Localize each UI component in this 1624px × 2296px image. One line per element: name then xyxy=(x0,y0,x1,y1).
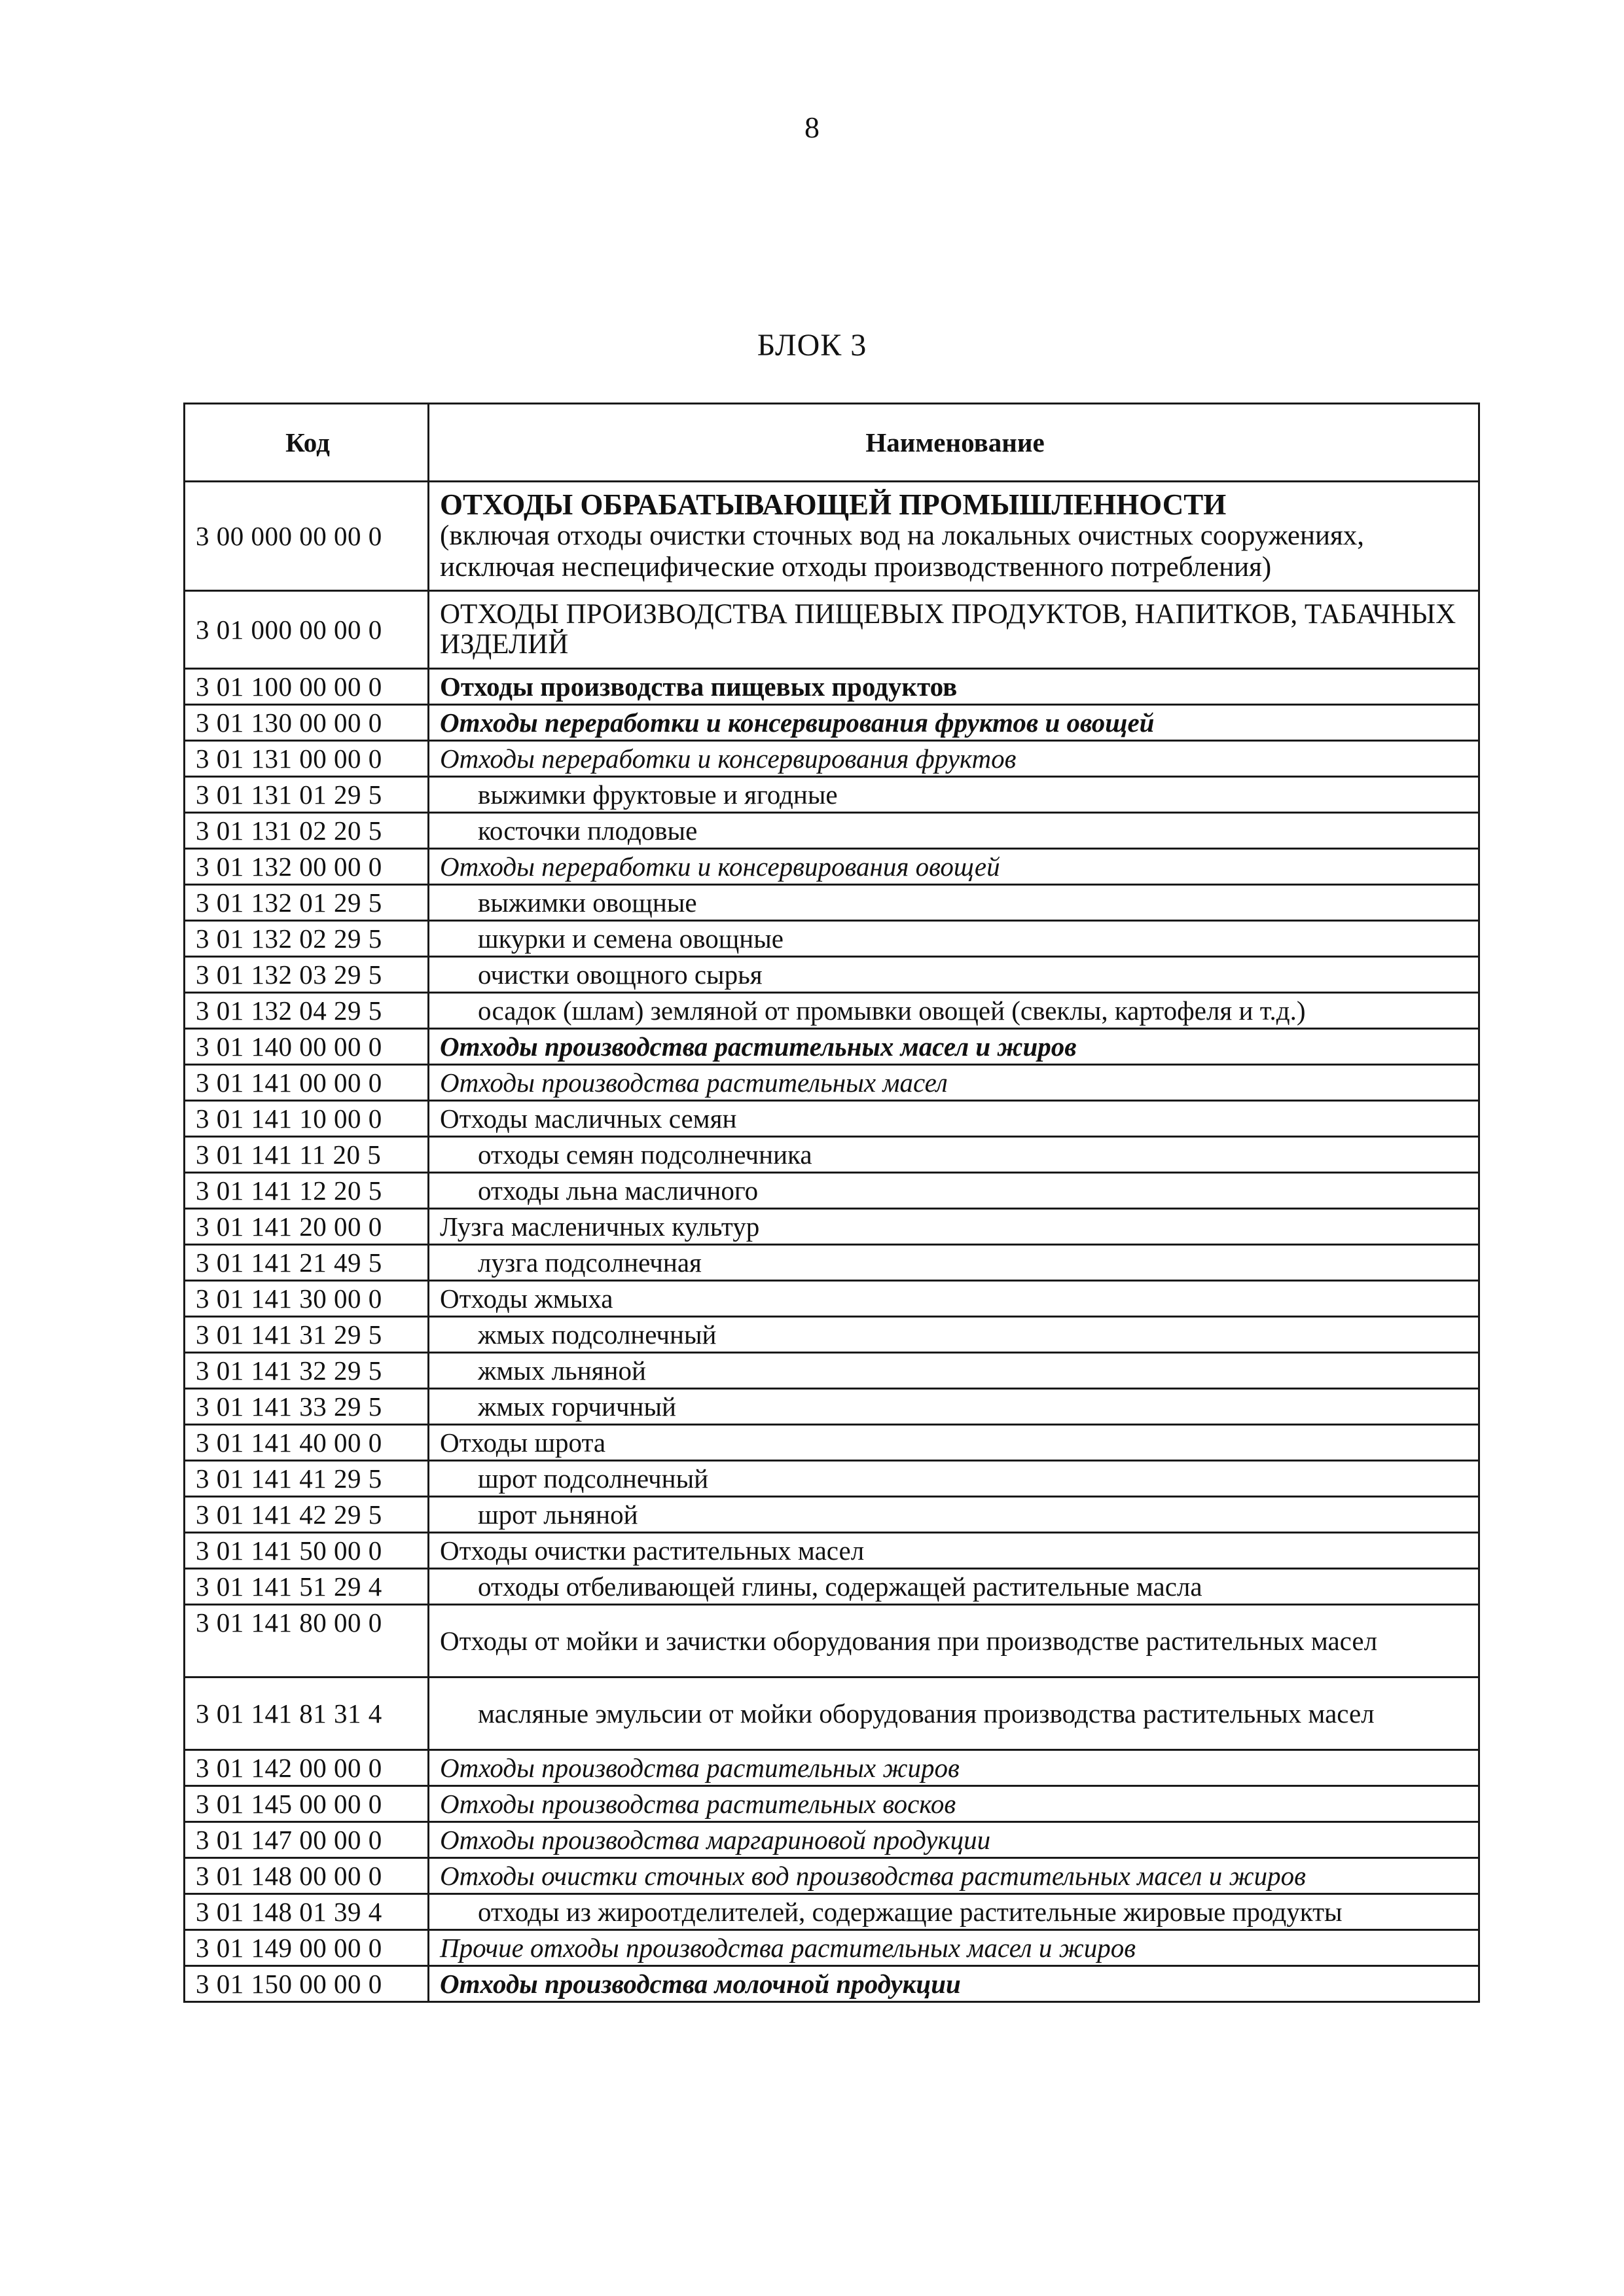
table-row xyxy=(185,957,1479,993)
row-code: 3 01 141 81 31 4 xyxy=(185,1677,429,1750)
row-code: 3 01 145 00 00 0 xyxy=(185,1786,429,1822)
row-name: Отходы производства пищевых продуктов xyxy=(429,669,1479,705)
row-name: осадок (шлам) земляной от промывки овощей (свеклы, картофеля и т.д.) xyxy=(429,993,1479,1029)
table-row xyxy=(185,1569,1479,1605)
row-name: Отходы переработки и консервирования фруктов и овощей xyxy=(429,705,1479,741)
table-row xyxy=(185,777,1479,813)
row-name: Отходы производства растительных жиров xyxy=(429,1750,1479,1786)
row-name: косточки плодовые xyxy=(429,813,1479,849)
row-code: 3 01 141 80 00 0 xyxy=(185,1605,429,1677)
row-code: 3 01 141 30 00 0 xyxy=(185,1281,429,1317)
row-name xyxy=(429,482,1479,591)
table-row xyxy=(185,921,1479,957)
row-name: Отходы производства молочной продукции xyxy=(429,1966,1479,2002)
row-name: лузга подсолнечная xyxy=(429,1245,1479,1281)
row-name: отходы льна масличного xyxy=(429,1173,1479,1209)
row-code: 3 01 132 02 29 5 xyxy=(185,921,429,957)
table-row xyxy=(185,993,1479,1029)
table-row xyxy=(185,741,1479,777)
table-row xyxy=(185,1425,1479,1461)
row-code: 3 01 141 00 00 0 xyxy=(185,1065,429,1101)
row-name: Отходы от мойки и зачистки оборудования при производстве растительных масел xyxy=(429,1605,1479,1677)
row-code: 3 01 141 33 29 5 xyxy=(185,1389,429,1425)
table-row xyxy=(185,1029,1479,1065)
row-name: шкурки и семена овощные xyxy=(429,921,1479,957)
table-row-section xyxy=(185,591,1479,669)
row-code: 3 01 132 00 00 0 xyxy=(185,849,429,885)
table-row xyxy=(185,1966,1479,2002)
row-name: Отходы производства растительных масел и жиров xyxy=(429,1029,1479,1065)
row-code: 3 01 148 00 00 0 xyxy=(185,1858,429,1894)
row-name: Отходы очистки сточных вод производства растительных масел и жиров xyxy=(429,1858,1479,1894)
row-code: 3 01 000 00 00 0 xyxy=(185,591,429,669)
table-row xyxy=(185,1065,1479,1101)
table-row xyxy=(185,1209,1479,1245)
table-row xyxy=(185,1245,1479,1281)
row-code: 3 01 100 00 00 0 xyxy=(185,669,429,705)
table-row xyxy=(185,705,1479,741)
table-row xyxy=(185,1173,1479,1209)
header-name: Наименование xyxy=(429,404,1479,482)
row-name: жмых горчичный xyxy=(429,1389,1479,1425)
row-code: 3 01 131 00 00 0 xyxy=(185,741,429,777)
row-name: отходы отбеливающей глины, содержащей растительные масла xyxy=(429,1569,1479,1605)
table-row xyxy=(185,1389,1479,1425)
row-name: Отходы переработки и консервирования овощей xyxy=(429,849,1479,885)
table-row xyxy=(185,669,1479,705)
table-row xyxy=(185,1101,1479,1137)
row-name: отходы из жироотделителей, содержащие растительные жировые продукты xyxy=(429,1894,1479,1930)
row-code: 3 01 147 00 00 0 xyxy=(185,1822,429,1858)
table-row xyxy=(185,1822,1479,1858)
row-name: Отходы масличных семян xyxy=(429,1101,1479,1137)
row-name: Отходы производства маргариновой продукции xyxy=(429,1822,1479,1858)
row-name: ОТХОДЫ ПРОИЗВОДСТВА ПИЩЕВЫХ ПРОДУКТОВ, НАПИТКОВ, ТАБАЧНЫХ ИЗДЕЛИЙ xyxy=(429,591,1479,669)
row-code: 3 01 141 11 20 5 xyxy=(185,1137,429,1173)
table-row xyxy=(185,1353,1479,1389)
row-name: очистки овощного сырья xyxy=(429,957,1479,993)
row-name: Отходы очистки растительных масел xyxy=(429,1533,1479,1569)
row-code: 3 01 141 12 20 5 xyxy=(185,1173,429,1209)
waste-classification-table xyxy=(183,403,1480,2003)
row-code: 3 01 141 51 29 4 xyxy=(185,1569,429,1605)
row-code: 3 01 141 40 00 0 xyxy=(185,1425,429,1461)
block-title: БЛОК 3 xyxy=(757,328,867,363)
row-code: 3 00 000 00 00 0 xyxy=(185,482,429,591)
row-code: 3 01 149 00 00 0 xyxy=(185,1930,429,1966)
table-row-top xyxy=(185,482,1479,591)
row-code: 3 01 130 00 00 0 xyxy=(185,705,429,741)
row-code: 3 01 132 03 29 5 xyxy=(185,957,429,993)
row-code: 3 01 131 01 29 5 xyxy=(185,777,429,813)
row-code: 3 01 141 32 29 5 xyxy=(185,1353,429,1389)
row-code: 3 01 141 10 00 0 xyxy=(185,1101,429,1137)
table-row xyxy=(185,1894,1479,1930)
table-row xyxy=(185,1137,1479,1173)
row-name: отходы семян подсолнечника xyxy=(429,1137,1479,1173)
table-row xyxy=(185,1930,1479,1966)
row-code: 3 01 141 50 00 0 xyxy=(185,1533,429,1569)
table-row xyxy=(185,1281,1479,1317)
header-code: Код xyxy=(185,404,429,482)
table-row xyxy=(185,1533,1479,1569)
row-code: 3 01 150 00 00 0 xyxy=(185,1966,429,2002)
table-row xyxy=(185,1461,1479,1497)
row-name: шрот льняной xyxy=(429,1497,1479,1533)
table-row xyxy=(185,1858,1479,1894)
table-row xyxy=(185,813,1479,849)
row-name: шрот подсолнечный xyxy=(429,1461,1479,1497)
row-code: 3 01 141 20 00 0 xyxy=(185,1209,429,1245)
row-code: 3 01 131 02 20 5 xyxy=(185,813,429,849)
row-name: Отходы шрота xyxy=(429,1425,1479,1461)
row-name: выжимки овощные xyxy=(429,885,1479,921)
row-code: 3 01 132 01 29 5 xyxy=(185,885,429,921)
row-name: жмых подсолнечный xyxy=(429,1317,1479,1353)
table-row xyxy=(185,1317,1479,1353)
table-row xyxy=(185,885,1479,921)
row-name: масляные эмульсии от мойки оборудования производства растительных масел xyxy=(429,1677,1479,1750)
row-code: 3 01 148 01 39 4 xyxy=(185,1894,429,1930)
table-row xyxy=(185,1677,1479,1750)
row-code: 3 01 141 42 29 5 xyxy=(185,1497,429,1533)
row-title: ОТХОДЫ ОБРАБАТЫВАЮЩЕЙ ПРОМЫШЛЕННОСТИ xyxy=(440,488,1227,521)
table-row xyxy=(185,849,1479,885)
table-row xyxy=(185,1786,1479,1822)
row-name: жмых льняной xyxy=(429,1353,1479,1389)
row-code: 3 01 141 21 49 5 xyxy=(185,1245,429,1281)
row-note: (включая отходы очистки сточных вод на локальных очистных сооружениях, исключая неспецифические отходы производственного потребления) xyxy=(440,520,1365,583)
row-name: выжимки фруктовые и ягодные xyxy=(429,777,1479,813)
table-row xyxy=(185,1750,1479,1786)
table-row xyxy=(185,1605,1479,1677)
row-name: Отходы производства растительных восков xyxy=(429,1786,1479,1822)
row-name: Лузга масленичных культур xyxy=(429,1209,1479,1245)
table-row xyxy=(185,1497,1479,1533)
table-header-row xyxy=(185,404,1479,482)
row-name: Отходы жмыха xyxy=(429,1281,1479,1317)
row-code: 3 01 142 00 00 0 xyxy=(185,1750,429,1786)
row-name: Отходы производства растительных масел xyxy=(429,1065,1479,1101)
row-code: 3 01 141 41 29 5 xyxy=(185,1461,429,1497)
row-name: Отходы переработки и консервирования фруктов xyxy=(429,741,1479,777)
row-code: 3 01 141 31 29 5 xyxy=(185,1317,429,1353)
row-code: 3 01 140 00 00 0 xyxy=(185,1029,429,1065)
row-name: Прочие отходы производства растительных масел и жиров xyxy=(429,1930,1479,1966)
row-code: 3 01 132 04 29 5 xyxy=(185,993,429,1029)
page-number: 8 xyxy=(804,111,820,144)
